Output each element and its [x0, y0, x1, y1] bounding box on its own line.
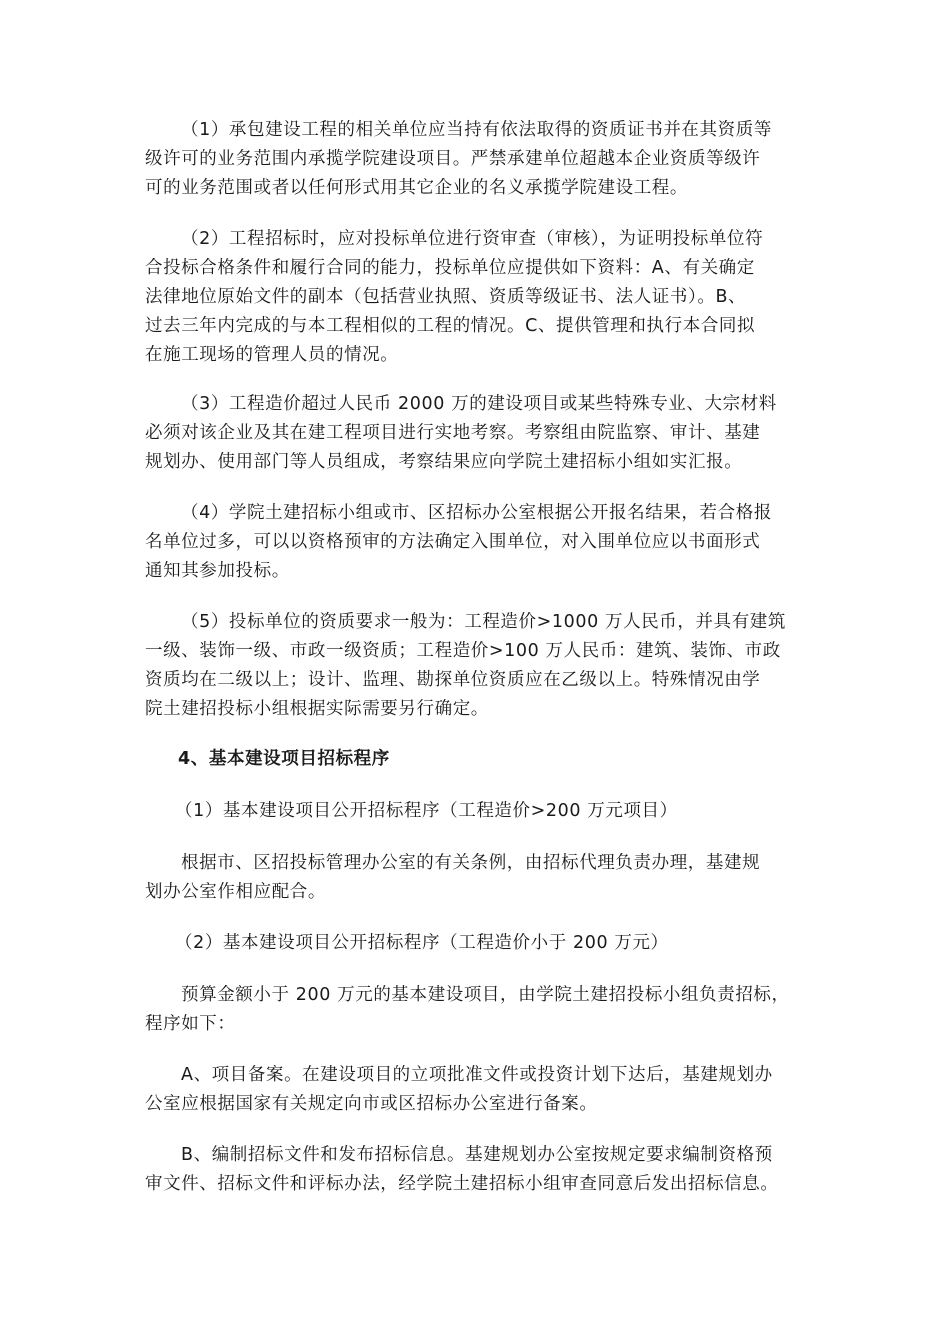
paragraph-line: 通知其参加投标。 — [145, 561, 290, 581]
paragraph-line: B、编制招标文件和发布招标信息。基建规划办公室按规定要求编制资格预 — [181, 1145, 773, 1165]
paragraph-line: 必须对该企业及其在建工程项目进行实地考察。考察组由院监察、审计、基建 — [145, 423, 761, 443]
paragraph-line: A、项目备案。在建设项目的立项批准文件或投资计划下达后，基建规划办 — [181, 1065, 773, 1085]
paragraph-line: 公室应根据国家有关规定向市或区招标办公室进行备案。 — [145, 1094, 598, 1114]
paragraph-2 — [145, 225, 825, 370]
paragraph-line: 审文件、招标文件和评标办法，经学院土建招标小组审查同意后发出招标信息。 — [145, 1174, 779, 1194]
paragraph-line: （3）工程造价超过人民币 2000 万的建设项目或某些特殊专业、大宗材料 — [181, 394, 777, 414]
paragraph-line: 法律地位原始文件的副本（包括营业执照、资质等级证书、法人证书）。B、 — [145, 287, 747, 307]
subheading-2 — [145, 929, 825, 958]
paragraph-line: 级许可的业务范围内承揽学院建设项目。严禁承建单位超越本企业资质等级许 — [145, 149, 761, 169]
paragraph-4 — [145, 499, 825, 586]
paragraph-line: 一级、装饰一级、市政一级资质；工程造价>100 万人民币：建筑、装饰、市政 — [145, 641, 781, 661]
section-heading-4 — [145, 745, 825, 774]
paragraph-7 — [145, 981, 825, 1039]
paragraph-line: （4）学院土建招标小组或市、区招标办公室根据公开报名结果，若合格报 — [181, 503, 772, 523]
paragraph-line: 在施工现场的管理人员的情况。 — [145, 345, 399, 365]
subheading: （1）基本建设项目公开招标程序（工程造价>200 万元项目） — [175, 801, 678, 821]
paragraph-6 — [145, 849, 825, 907]
paragraph-line: 预算金额小于 200 万元的基本建设项目，由学院土建招投标小组负责招标， — [181, 985, 790, 1005]
paragraph-line: 名单位过多，可以以资格预审的方法确定入围单位，对入围单位应以书面形式 — [145, 532, 761, 552]
subheading: （2）基本建设项目公开招标程序（工程造价小于 200 万元） — [175, 933, 669, 953]
paragraph-line: 可的业务范围或者以任何形式用其它企业的名义承揽学院建设工程。 — [145, 178, 688, 198]
paragraph-line: 根据市、区招投标管理办公室的有关条例，由招标代理负责办理，基建规 — [181, 853, 761, 873]
paragraph-line: 资质均在二级以上；设计、监理、勘探单位资质应在乙级以上。特殊情况由学 — [145, 670, 761, 690]
paragraph-line: （1）承包建设工程的相关单位应当持有依法取得的资质证书并在其资质等 — [181, 120, 772, 140]
paragraph-3 — [145, 390, 825, 477]
section-heading: 4、基本建设项目招标程序 — [178, 749, 390, 769]
subheading-1 — [145, 797, 825, 826]
paragraph-line: 过去三年内完成的与本工程相似的工程的情况。C、提供管理和执行本合同拟 — [145, 316, 756, 336]
paragraph-line: （2）工程招标时，应对投标单位进行资审查（审核），为证明投标单位符 — [181, 229, 764, 249]
paragraph-b — [145, 1141, 825, 1199]
paragraph-line: 划办公室作相应配合。 — [145, 882, 326, 902]
paragraph-line: 院土建招投标小组根据实际需要另行确定。 — [145, 699, 489, 719]
paragraph-a — [145, 1061, 825, 1119]
paragraph-1 — [145, 116, 825, 203]
paragraph-line: 程序如下： — [145, 1014, 236, 1034]
paragraph-5 — [145, 608, 825, 724]
paragraph-line: 规划办、使用部门等人员组成，考察结果应向学院土建招标小组如实汇报。 — [145, 452, 743, 472]
paragraph-line: （5）投标单位的资质要求一般为：工程造价>1000 万人民币，并具有建筑 — [181, 612, 786, 632]
paragraph-line: 合投标合格条件和履行合同的能力，投标单位应提供如下资料：A、有关确定 — [145, 258, 755, 278]
